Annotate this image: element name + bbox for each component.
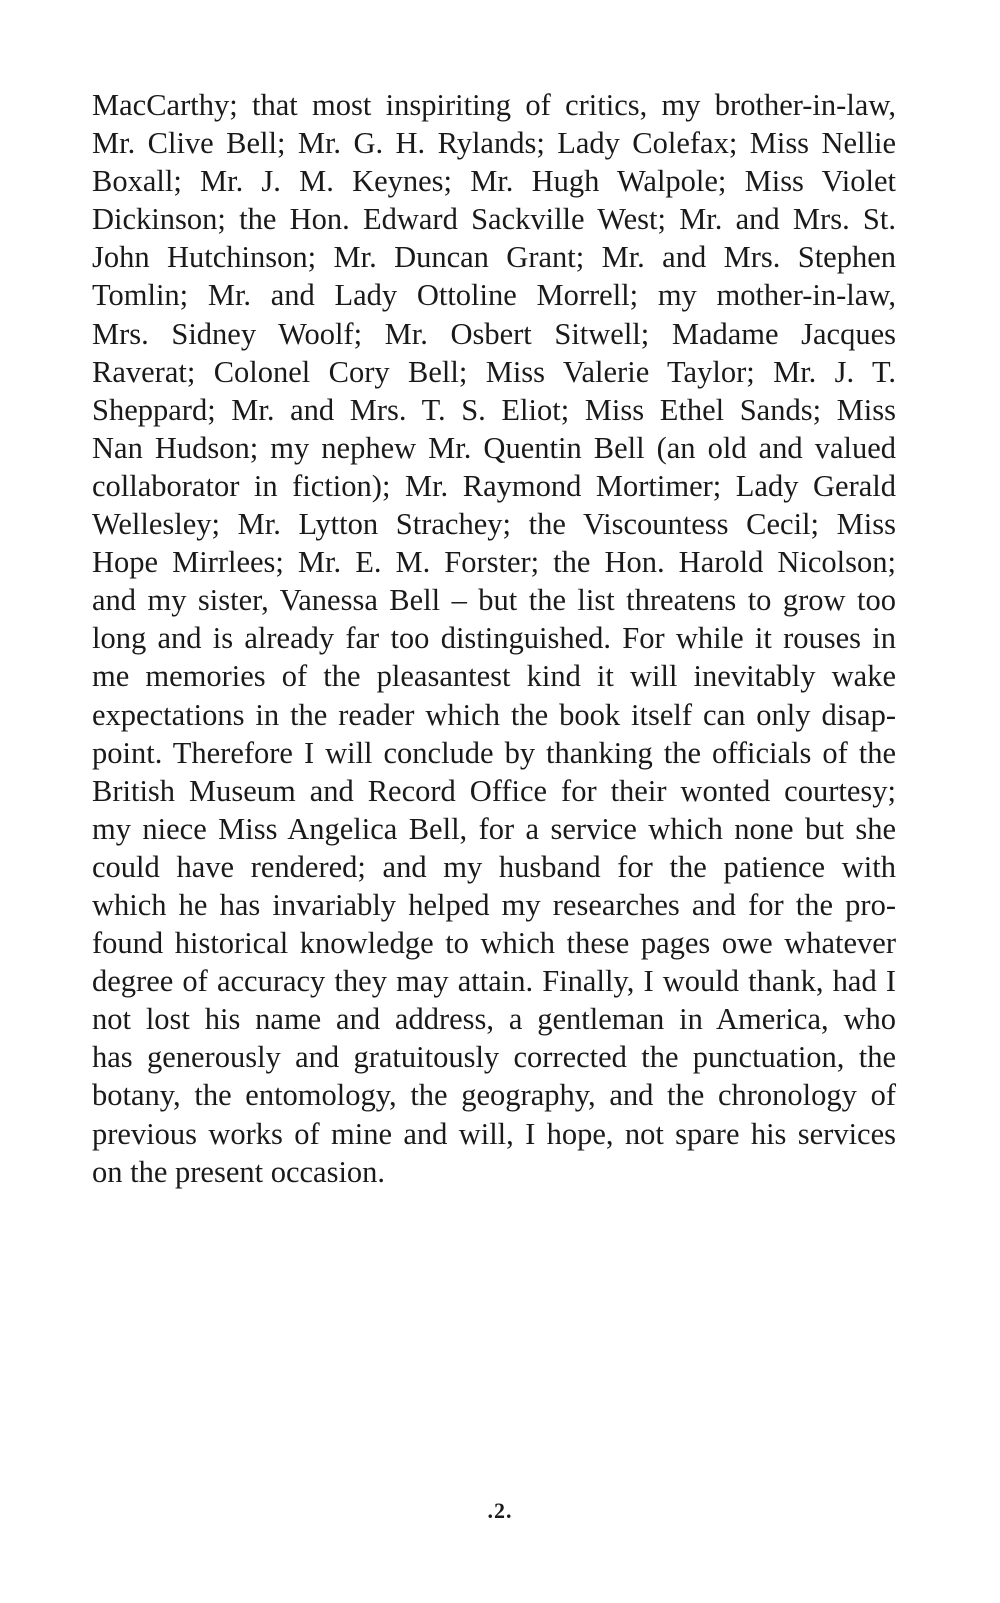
text-line: Boxall; Mr. J. M. Keynes; Mr. Hugh Walpole; Miss Violet [92, 164, 896, 199]
text-line: Sheppard; Mr. and Mrs. T. S. Eliot; Miss Ethel Sands; Miss [92, 392, 896, 427]
text-line: has generously and gratuitously corrected the punctuation, the [92, 1040, 896, 1075]
text-line: expectations in the reader which the book itself can only disap- [92, 697, 896, 732]
text-line: Dickinson; the Hon. Edward Sackville West; Mr. and Mrs. St. [92, 202, 896, 237]
text-line: MacCarthy; that most inspiriting of critics, my brother-in-law, [92, 88, 896, 122]
text-line: collaborator in fiction); Mr. Raymond Mortimer; Lady Gerald [92, 468, 896, 503]
text-line: could have rendered; and my husband for the patience with [92, 849, 896, 884]
text-line: British Museum and Record Office for their wonted courtesy; [92, 773, 896, 808]
text-line: previous works of mine and will, I hope, not spare his services [92, 1116, 896, 1151]
body-text [92, 86, 896, 1191]
text-line: botany, the entomology, the geography, and the chronology of [92, 1078, 896, 1113]
text-line: and my sister, Vanessa Bell – but the list threatens to grow too [92, 583, 896, 618]
text-line: Hope Mirrlees; Mr. E. M. Forster; the Hon. Harold Nicolson; [92, 545, 896, 580]
text-line: Mr. Clive Bell; Mr. G. H. Rylands; Lady Colefax; Miss Nellie [92, 126, 896, 161]
text-line: Tomlin; Mr. and Lady Ottoline Morrell; my mother-in-law, [92, 278, 896, 313]
text-line: Raverat; Colonel Cory Bell; Miss Valerie Taylor; Mr. J. T. [92, 354, 896, 389]
text-line: Nan Hudson; my nephew Mr. Quentin Bell (an old and valued [92, 430, 896, 465]
text-line: found historical knowledge to which these pages owe whatever [92, 926, 896, 961]
page-number: .2. [487, 1498, 513, 1523]
text-line: John Hutchinson; Mr. Duncan Grant; Mr. and Mrs. Stephen [92, 240, 896, 275]
text-line: not lost his name and address, a gentleman in America, who [92, 1002, 896, 1037]
text-line: Mrs. Sidney Woolf; Mr. Osbert Sitwell; Madame Jacques [92, 316, 896, 351]
text-line: point. Therefore I will conclude by thanking the officials of the [92, 735, 896, 770]
text-line: which he has invariably helped my researches and for the pro- [92, 887, 896, 922]
text-line: me memories of the pleasantest kind it will inevitably wake [92, 659, 896, 694]
text-line: degree of accuracy they may attain. Finally, I would thank, had I [92, 964, 896, 999]
text-line: my niece Miss Angelica Bell, for a service which none but she [92, 811, 896, 846]
text-line: Wellesley; Mr. Lytton Strachey; the Viscountess Cecil; Miss [92, 507, 896, 542]
text-line: on the present occasion. [92, 1154, 386, 1189]
text-line: long and is already far too distinguished. For while it rouses in [92, 621, 896, 656]
